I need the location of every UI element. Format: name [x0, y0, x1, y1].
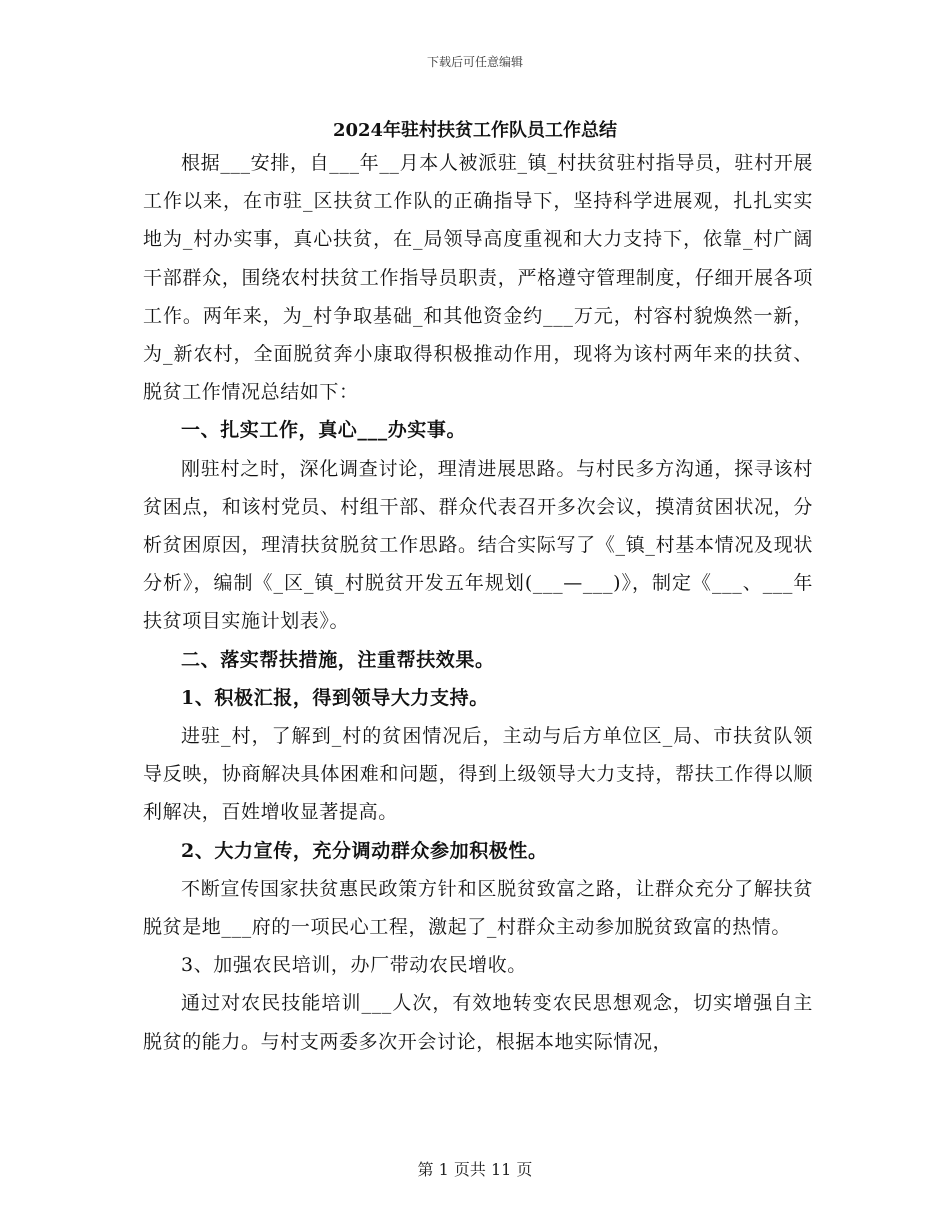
subsection-3-heading: 3、加强农民培训，办厂带动农民增收。 [181, 954, 527, 977]
section-2-heading: 二、落实帮扶措施，注重帮扶效果。 [181, 648, 495, 671]
subsection-1-paragraph: 进驻_村，了解到_村的贫困情况后，主动与后方单位区_局、市扶贫队领导反映，协商解决具体困难和问题，得到上级领导大力支持，帮扶工作得以顺利解决，百姓增收显著提高。 [143, 725, 813, 824]
page-number: 第 1 页共 11 页 [417, 1160, 533, 1179]
subsection-2-paragraph: 不断宣传国家扶贫惠民政策方针和区脱贫致富之路，让群众充分了解扶贫脱贫是地___府的一项民心工程，激起了_村群众主动参加脱贫致富的热情。 [143, 877, 813, 939]
page-title: 2024年驻村扶贫工作队员工作总结 [332, 120, 618, 141]
subsection-3-paragraph: 通过对农民技能培训___人次，有效地转变农民思想观念，切实增强自主脱贫的能力。与村支两委多次开会讨论，根据本地实际情况， [143, 992, 813, 1053]
subsection-1-heading: 1、积极汇报，得到领导大力支持。 [181, 686, 489, 709]
section-1-heading: 一、扎实工作，真心___办实事。 [181, 419, 467, 442]
section-1-paragraph: 刚驻村之时，深化调查讨论，理清进展思路。与村民多方沟通，探寻该村贫困点，和该村党员、村组干部、群众代表召开多次会议，摸清贫困状况，分析贫困原因，理清扶贫脱贫工作思路。结合实际写了《_镇_村基本情况及现状分析》，编制《_区_镇_村脱贫开发五年规划(___—___)》，制定《___、___年扶贫项目实施计划表》。 [143, 457, 813, 633]
header-note: 下载后可任意编辑 [426, 55, 523, 69]
intro-paragraph: 根据___安排，自___年__月本人被派驻_镇_村扶贫驻村指导员，驻村开展工作以来，在市驻_区扶贫工作队的正确指导下，坚持科学进展观，扎扎实实地为_村办实事，真心扶贫，在_局领导高度重视和大力支持下，依靠_村广阔干部群众，围绕农村扶贫工作指导员职责，严格遵守管理制度，仔细开展各项工作。两年来，为_村争取基础_和其他资金约___万元，村容村貌焕然一新，为_新农村，全面脱贫奔小康取得积极推动作用，现将为该村两年来的扶贫、脱贫工作情况总结如下： [143, 152, 813, 404]
document-body [143, 144, 813, 1061]
subsection-2-heading: 2、大力宣传，充分调动群众参加积极性。 [181, 839, 548, 862]
